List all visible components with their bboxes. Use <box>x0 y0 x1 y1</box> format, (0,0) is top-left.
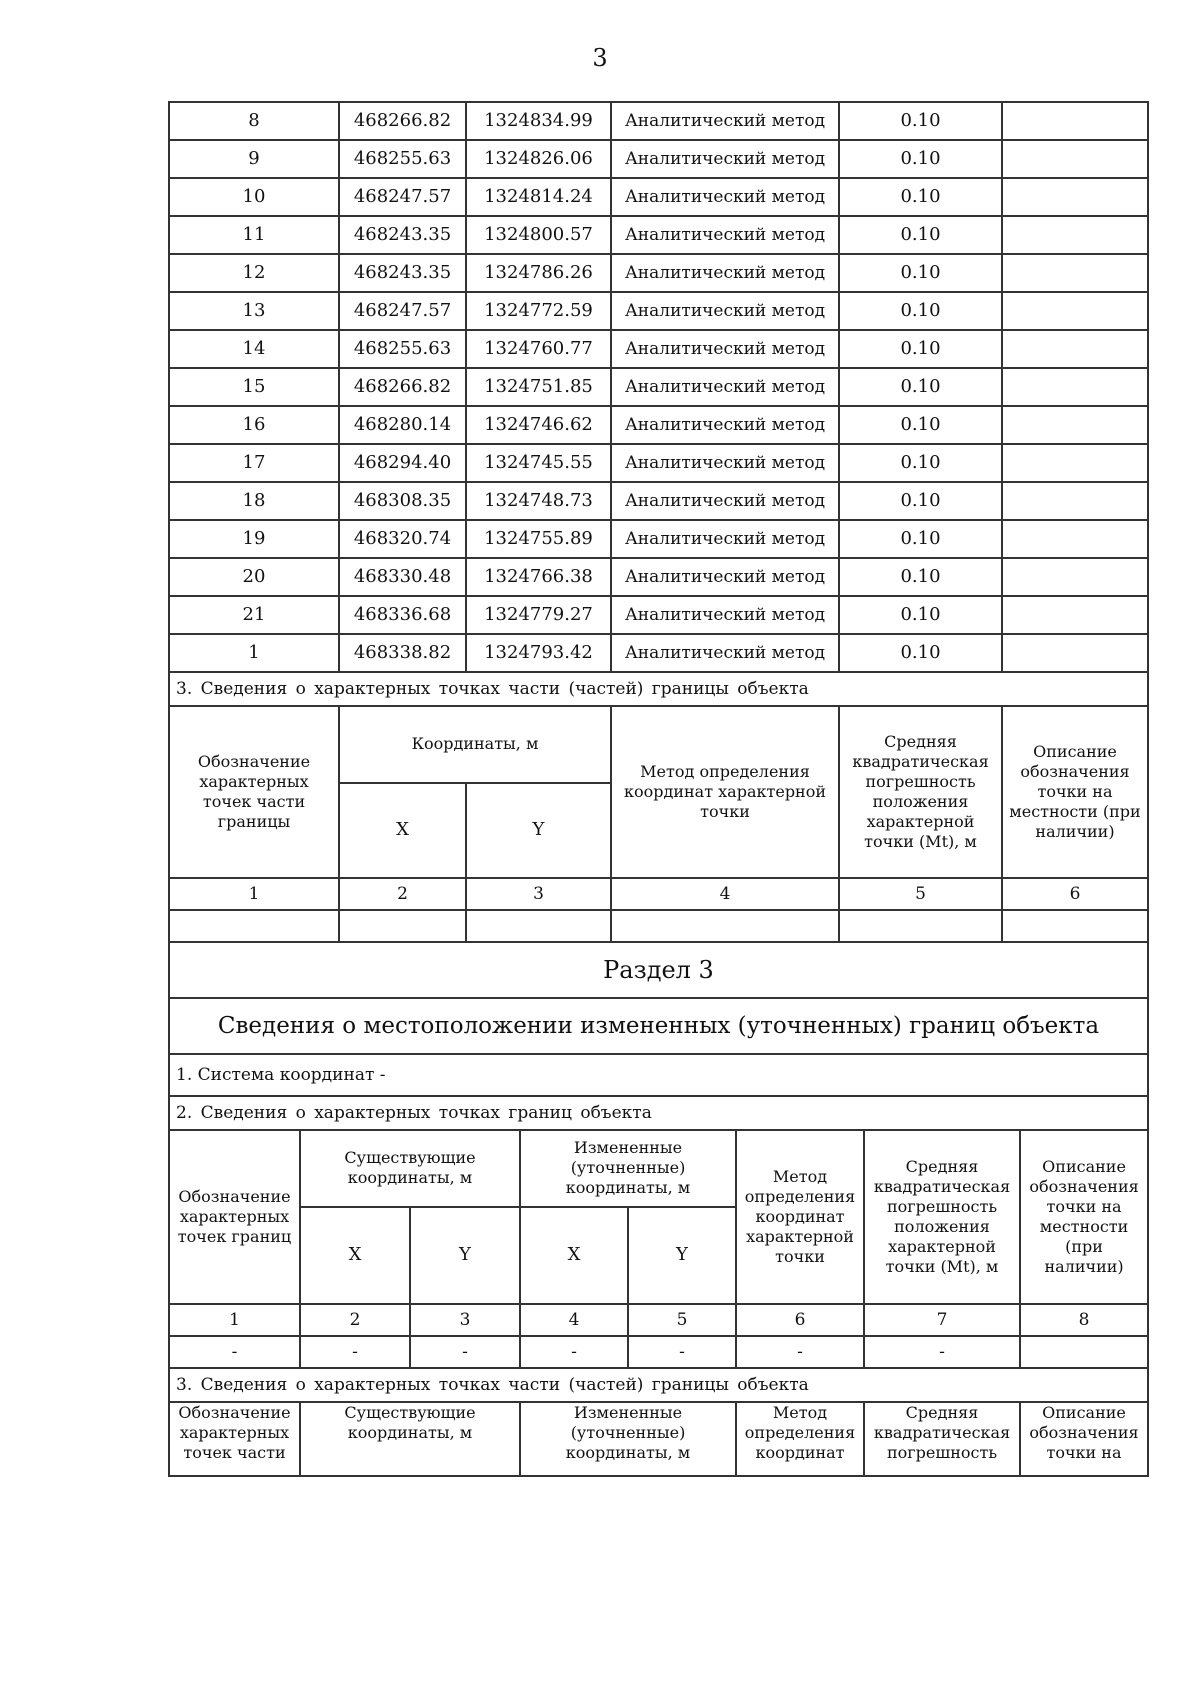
empty-cell <box>466 910 611 942</box>
coord-y: 1324800.57 <box>466 216 611 254</box>
table-row <box>169 634 1148 672</box>
boundary-points-table <box>168 1095 1149 1369</box>
point-number: 11 <box>169 216 339 254</box>
point-number: 14 <box>169 330 339 368</box>
coord-y: 1324834.99 <box>466 102 611 140</box>
coord-x: 468247.57 <box>339 178 466 216</box>
method: Аналитический метод <box>611 444 839 482</box>
point-number: 19 <box>169 520 339 558</box>
col-number: 5 <box>839 878 1002 910</box>
col-number: 7 <box>864 1304 1020 1336</box>
part-points-title: 3. Сведения о характерных точках части (частей) границы объекта <box>169 672 1148 706</box>
description <box>1002 368 1148 406</box>
table-row <box>169 520 1148 558</box>
coord-x: 468280.14 <box>339 406 466 444</box>
dash-cell: - <box>410 1336 520 1368</box>
header-changed: Измененные (уточненные) координаты, м <box>520 1130 736 1207</box>
coord-x: 468266.82 <box>339 368 466 406</box>
description <box>1002 254 1148 292</box>
table-row <box>169 140 1148 178</box>
coord-y: 1324793.42 <box>466 634 611 672</box>
method: Аналитический метод <box>611 330 839 368</box>
mt-value: 0.10 <box>839 330 1002 368</box>
method: Аналитический метод <box>611 634 839 672</box>
mt-value: 0.10 <box>839 368 1002 406</box>
coord-x: 468243.35 <box>339 254 466 292</box>
coord-y: 1324814.24 <box>466 178 611 216</box>
point-number: 20 <box>169 558 339 596</box>
description <box>1002 292 1148 330</box>
page-number: 3 <box>592 44 608 72</box>
description <box>1002 102 1148 140</box>
description <box>1002 634 1148 672</box>
mt-value: 0.10 <box>839 444 1002 482</box>
header-designation: Обозначение характерных точек границ <box>169 1130 300 1304</box>
coord-x: 468308.35 <box>339 482 466 520</box>
header-coordinates: Координаты, м <box>339 706 611 783</box>
coord-y: 1324779.27 <box>466 596 611 634</box>
coord-y: 1324760.77 <box>466 330 611 368</box>
coord-y: 1324772.59 <box>466 292 611 330</box>
coord-x: 468247.57 <box>339 292 466 330</box>
coord-x: 468255.63 <box>339 330 466 368</box>
part-points-table-a <box>168 671 1149 1097</box>
method: Аналитический метод <box>611 558 839 596</box>
header-method: Метод определения координат <box>736 1402 864 1476</box>
table-row <box>169 482 1148 520</box>
point-number: 9 <box>169 140 339 178</box>
mt-value: 0.10 <box>839 406 1002 444</box>
table-row <box>169 216 1148 254</box>
table-row <box>169 254 1148 292</box>
header-mt: Средняя квадратическая погрешность положения характерной точки (Mt), м <box>864 1130 1020 1304</box>
header-x: X <box>520 1207 628 1304</box>
mt-value: 0.10 <box>839 178 1002 216</box>
table-row <box>169 102 1148 140</box>
mt-value: 0.10 <box>839 520 1002 558</box>
coord-y: 1324755.89 <box>466 520 611 558</box>
mt-value: 0.10 <box>839 558 1002 596</box>
col-number: 4 <box>611 878 839 910</box>
description <box>1002 178 1148 216</box>
header-description: Описание обозначения точки на <box>1020 1402 1148 1476</box>
header-existing: Существующие координаты, м <box>300 1402 520 1476</box>
point-number: 15 <box>169 368 339 406</box>
description <box>1002 216 1148 254</box>
part-points-title: 3. Сведения о характерных точках части (частей) границы объекта <box>169 1368 1148 1402</box>
empty-cell <box>339 910 466 942</box>
table-row <box>169 558 1148 596</box>
description <box>1002 406 1148 444</box>
col-number: 3 <box>466 878 611 910</box>
col-number: 8 <box>1020 1304 1148 1336</box>
coord-y: 1324751.85 <box>466 368 611 406</box>
header-y: Y <box>410 1207 520 1304</box>
method: Аналитический метод <box>611 178 839 216</box>
header-description: Описание обозначения точки на местности (при наличии) <box>1020 1130 1148 1304</box>
coord-y: 1324826.06 <box>466 140 611 178</box>
col-number: 3 <box>410 1304 520 1336</box>
dash-cell: - <box>864 1336 1020 1368</box>
header-designation: Обозначение характерных точек части границы <box>169 706 339 878</box>
method: Аналитический метод <box>611 254 839 292</box>
empty-cell <box>611 910 839 942</box>
coord-x: 468336.68 <box>339 596 466 634</box>
method: Аналитический метод <box>611 482 839 520</box>
description <box>1002 558 1148 596</box>
mt-value: 0.10 <box>839 140 1002 178</box>
method: Аналитический метод <box>611 216 839 254</box>
point-number: 16 <box>169 406 339 444</box>
description <box>1002 444 1148 482</box>
header-method: Метод определения координат характерной точки <box>736 1130 864 1304</box>
mt-value: 0.10 <box>839 216 1002 254</box>
table-row <box>169 406 1148 444</box>
table-row <box>169 444 1148 482</box>
table-row <box>169 178 1148 216</box>
col-number: 4 <box>520 1304 628 1336</box>
header-description: Описание обозначения точки на местности (при наличии) <box>1002 706 1148 878</box>
point-number: 10 <box>169 178 339 216</box>
method: Аналитический метод <box>611 406 839 444</box>
dash-cell: - <box>169 1336 300 1368</box>
point-number: 17 <box>169 444 339 482</box>
col-number: 2 <box>300 1304 410 1336</box>
col-number: 6 <box>736 1304 864 1336</box>
description <box>1002 520 1148 558</box>
mt-value: 0.10 <box>839 596 1002 634</box>
coord-x: 468320.74 <box>339 520 466 558</box>
dash-cell: - <box>520 1336 628 1368</box>
coord-y: 1324766.38 <box>466 558 611 596</box>
coord-y: 1324786.26 <box>466 254 611 292</box>
header-designation: Обозначение характерных точек части <box>169 1402 300 1476</box>
mt-value: 0.10 <box>839 634 1002 672</box>
mt-value: 0.10 <box>839 292 1002 330</box>
coord-y: 1324745.55 <box>466 444 611 482</box>
point-number: 13 <box>169 292 339 330</box>
description <box>1002 330 1148 368</box>
mt-value: 0.10 <box>839 482 1002 520</box>
empty-cell <box>169 910 339 942</box>
dash-cell <box>1020 1336 1148 1368</box>
coord-x: 468330.48 <box>339 558 466 596</box>
mt-value: 0.10 <box>839 102 1002 140</box>
coord-x: 468266.82 <box>339 102 466 140</box>
header-y: Y <box>466 783 611 878</box>
coord-x: 468243.35 <box>339 216 466 254</box>
table-row <box>169 330 1148 368</box>
col-number: 6 <box>1002 878 1148 910</box>
section-subtitle: Сведения о местоположении измененных (уточненных) границ объекта <box>169 998 1148 1054</box>
col-number: 2 <box>339 878 466 910</box>
coordinate-system: 1. Система координат - <box>169 1054 1148 1096</box>
table-row <box>169 292 1148 330</box>
point-number: 21 <box>169 596 339 634</box>
table-row <box>169 596 1148 634</box>
empty-cell <box>839 910 1002 942</box>
header-mt: Средняя квадратическая погрешность <box>864 1402 1020 1476</box>
method: Аналитический метод <box>611 140 839 178</box>
header-method: Метод определения координат характерной точки <box>611 706 839 878</box>
table-row <box>169 368 1148 406</box>
header-existing: Существующие координаты, м <box>300 1130 520 1207</box>
coord-y: 1324748.73 <box>466 482 611 520</box>
header-y: Y <box>628 1207 736 1304</box>
method: Аналитический метод <box>611 292 839 330</box>
part-points-table-b <box>168 1367 1149 1477</box>
header-changed: Измененные (уточненные) координаты, м <box>520 1402 736 1476</box>
boundary-points-title: 2. Сведения о характерных точках границ объекта <box>169 1096 1148 1130</box>
dash-cell: - <box>300 1336 410 1368</box>
method: Аналитический метод <box>611 368 839 406</box>
col-number: 5 <box>628 1304 736 1336</box>
header-mt: Средняя квадратическая погрешность положения характерной точки (Mt), м <box>839 706 1002 878</box>
description <box>1002 140 1148 178</box>
points-table <box>168 101 1149 673</box>
header-x: X <box>300 1207 410 1304</box>
header-x: X <box>339 783 466 878</box>
coord-x: 468294.40 <box>339 444 466 482</box>
point-number: 1 <box>169 634 339 672</box>
description <box>1002 482 1148 520</box>
point-number: 8 <box>169 102 339 140</box>
method: Аналитический метод <box>611 102 839 140</box>
col-number: 1 <box>169 878 339 910</box>
mt-value: 0.10 <box>839 254 1002 292</box>
coord-y: 1324746.62 <box>466 406 611 444</box>
point-number: 18 <box>169 482 339 520</box>
col-number: 1 <box>169 1304 300 1336</box>
method: Аналитический метод <box>611 520 839 558</box>
dash-cell: - <box>736 1336 864 1368</box>
description <box>1002 596 1148 634</box>
dash-cell: - <box>628 1336 736 1368</box>
coord-x: 468338.82 <box>339 634 466 672</box>
method: Аналитический метод <box>611 596 839 634</box>
empty-cell <box>1002 910 1148 942</box>
section-title: Раздел 3 <box>169 942 1148 998</box>
document-sheet <box>168 101 1147 1477</box>
coord-x: 468255.63 <box>339 140 466 178</box>
point-number: 12 <box>169 254 339 292</box>
